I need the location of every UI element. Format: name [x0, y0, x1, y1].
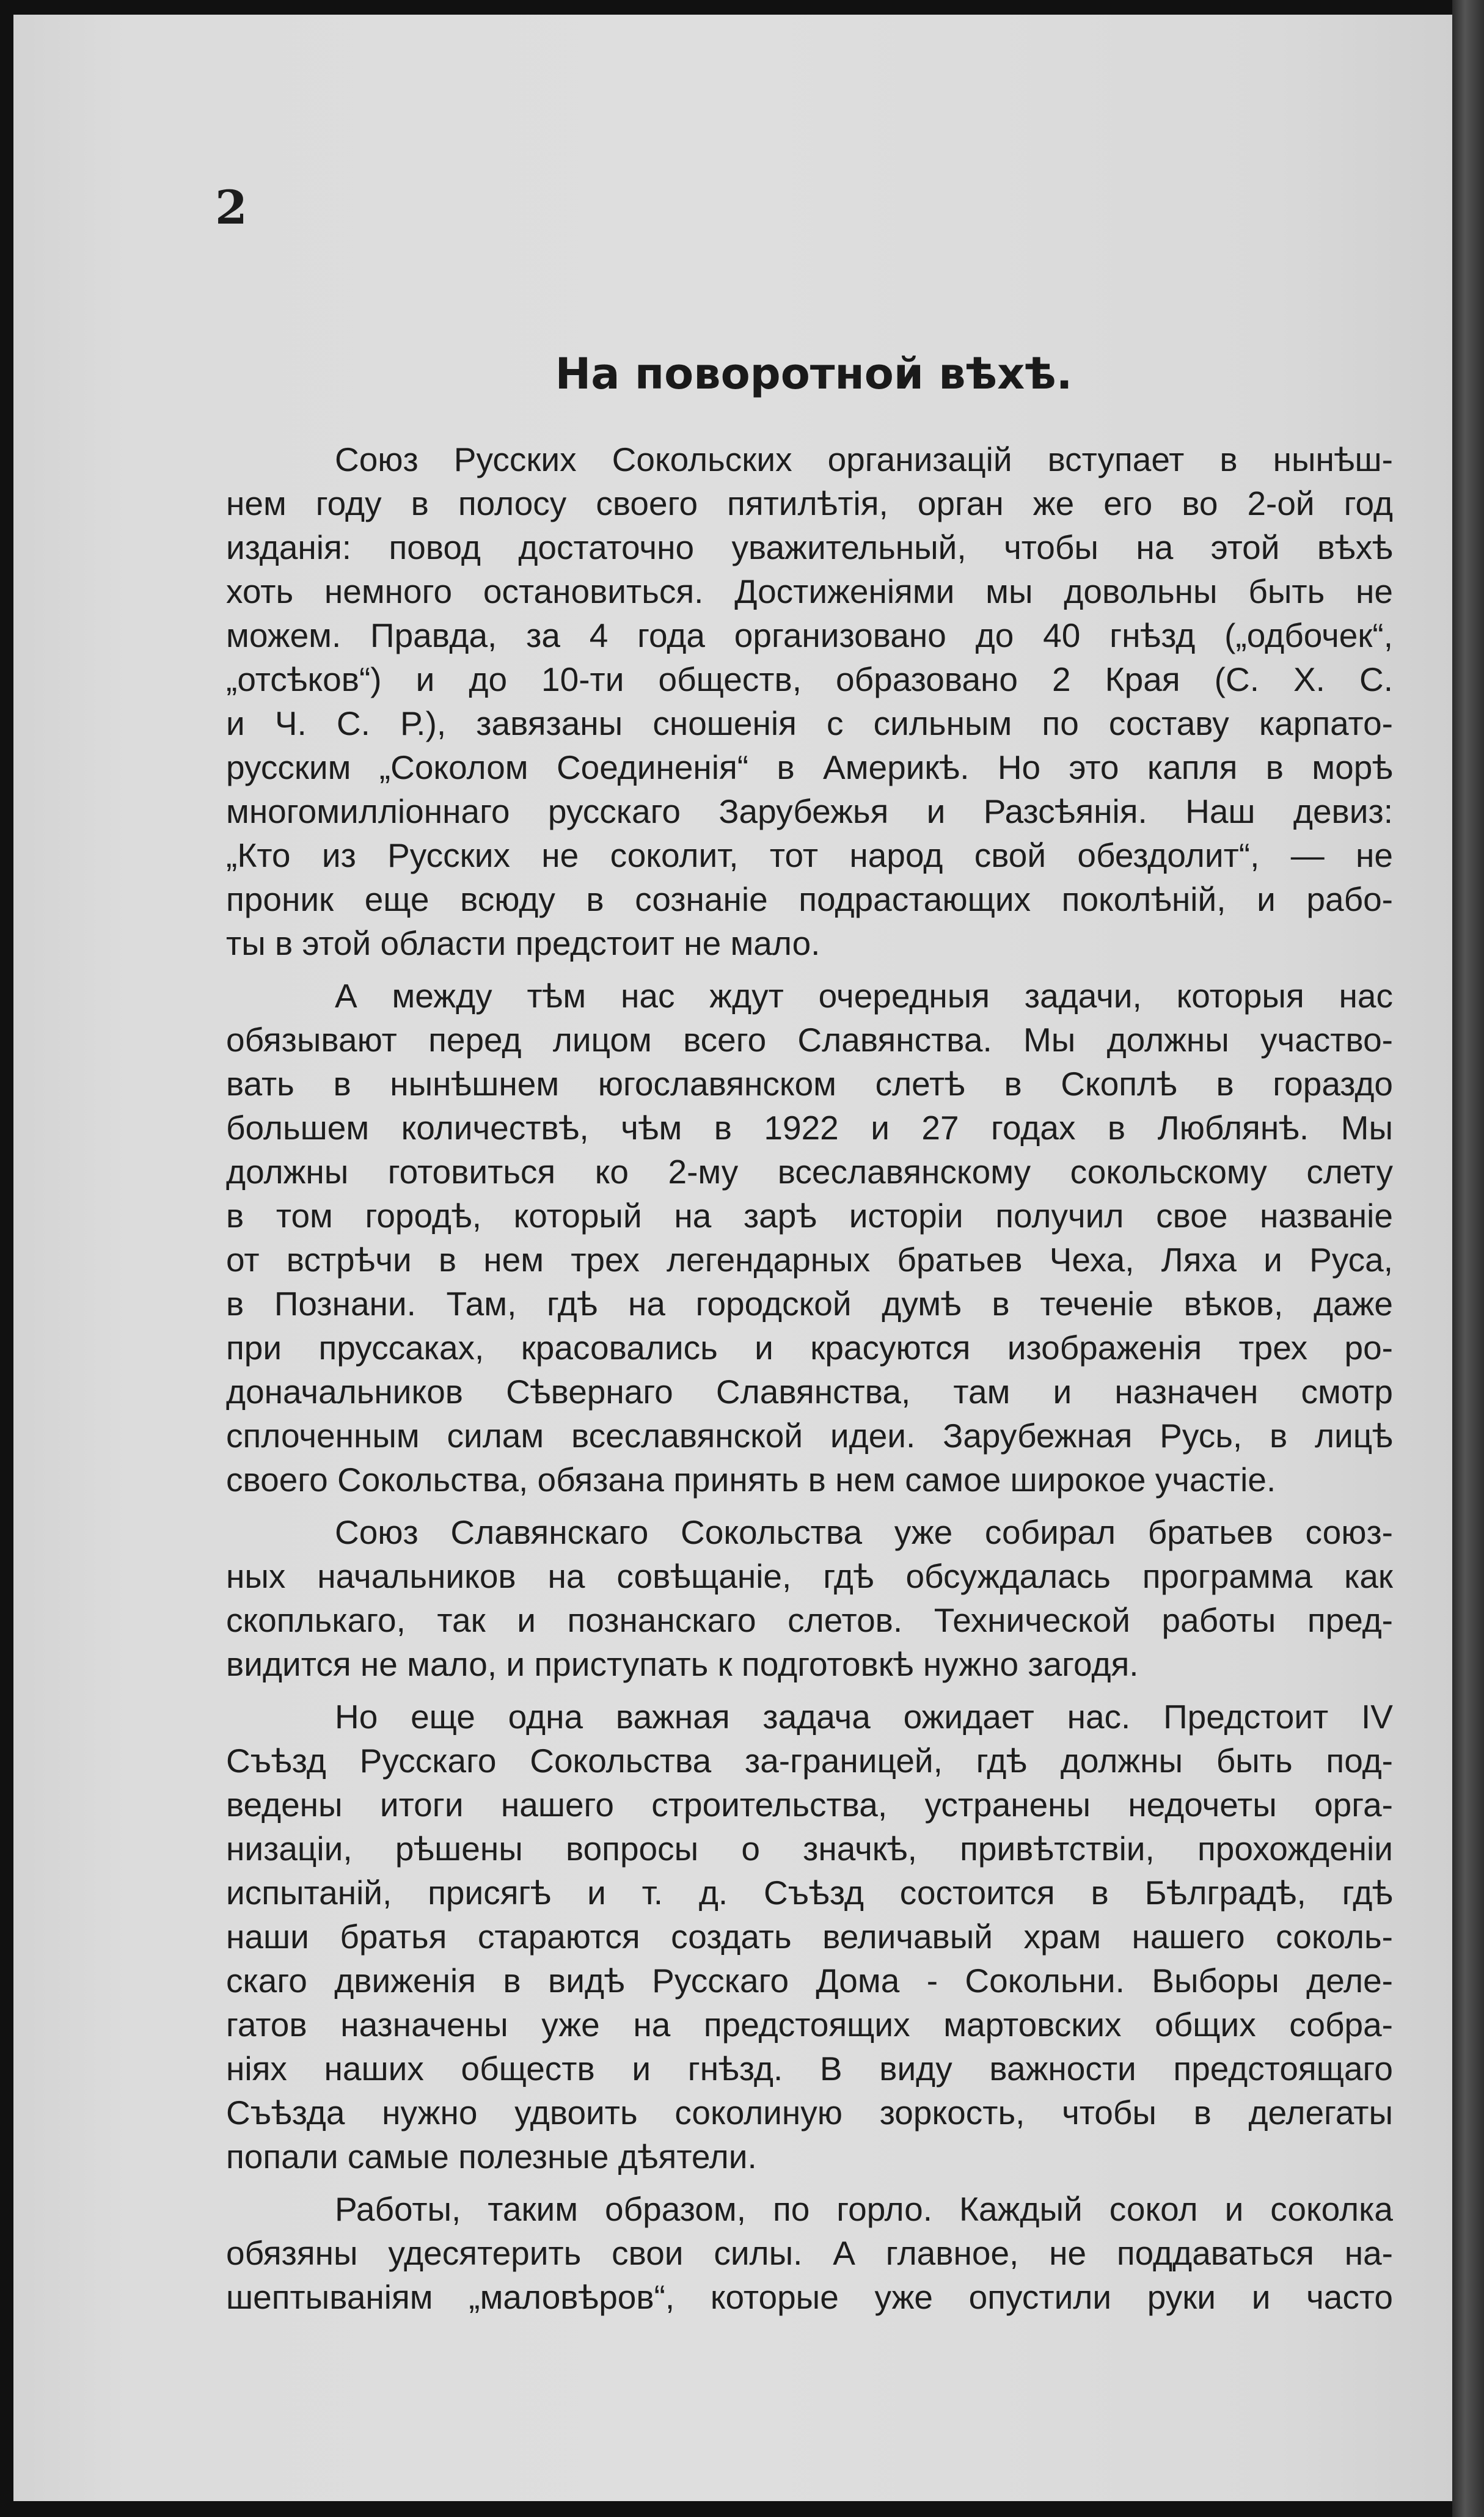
text-line: Работы, таким образом, по горло. Каждый сокол и соколка	[335, 2190, 1393, 2228]
text-line: скаго движенія в видѣ Русскаго Дома - Сокольни. Выборы деле-	[226, 1962, 1393, 2000]
text-line: ных начальников на совѣщаніе, гдѣ обсуждалась программа как	[226, 1557, 1393, 1595]
text-line: русским „Соколом Соединенія“ в Америкѣ. Но это капля в морѣ	[226, 748, 1393, 786]
text-line: доначальников Сѣвернаго Славянства, там и назначен смотр	[226, 1373, 1393, 1411]
text-line: скоплькаго, так и познанскаго слетов. Технической работы пред-	[226, 1601, 1393, 1639]
text-line: видится не мало, и приступать к подготовкѣ нужно загодя.	[226, 1645, 1139, 1683]
text-line: наши братья стараются создать величавый храм нашего соколь-	[226, 1918, 1393, 1956]
text-line: нем году в полосу своего пятилѣтія, орган же его во 2-ой год	[226, 484, 1393, 522]
paragraph	[226, 974, 1393, 1502]
text-line: Но еще одна важная задача ожидает нас. Предстоит IV	[335, 1698, 1393, 1736]
text-line: Съѣзда нужно удвоить соколиную зоркость, чтобы в делегаты	[226, 2094, 1393, 2132]
text-line: своего Сокольства, обязана принять в нем самое широкое участіе.	[226, 1461, 1276, 1499]
text-line: при пруссаках, красовались и красуются изображенія трех ро-	[226, 1329, 1393, 1367]
text-line: вать в нынѣшнем югославянском слетѣ в Скоплѣ в гораздо	[226, 1065, 1393, 1103]
text-line: хоть немного остановиться. Достиженіями мы довольны быть не	[226, 572, 1393, 610]
text-line: попали самые полезные дѣятели.	[226, 2138, 757, 2175]
text-line: „Кто из Русских не соколит, тот народ свой обездолит“, — не	[226, 836, 1393, 874]
text-line: низаціи, рѣшены вопросы о значкѣ, привѣтствіи, прохожденіи	[226, 1830, 1393, 1868]
text-line: „отсѣков“) и до 10-ти обществ, образовано 2 Края (С. Х. С.	[226, 660, 1393, 698]
text-line: можем. Правда, за 4 года организовано до 40 гнѣзд („одбочек“,	[226, 616, 1393, 654]
text-line: сплоченным силам всеславянской идеи. Зарубежная Русь, в лицѣ	[226, 1417, 1393, 1455]
text-line: ведены итоги нашего строительства, устранены недочеты орга-	[226, 1786, 1393, 1824]
text-line: ты в этой области предстоит не мало.	[226, 924, 821, 962]
text-line: и Ч. С. Р.), завязаны сношенія с сильным по составу карпато-	[226, 704, 1393, 742]
book-spine-edge	[1452, 0, 1484, 2517]
text-line: испытаній, присягѣ и т. д. Съѣзд состоится в Бѣлградѣ, гдѣ	[226, 1874, 1393, 1912]
text-line: большем количествѣ, чѣм в 1922 и 27 годах в Люблянѣ. Мы	[226, 1109, 1393, 1147]
paragraph	[226, 2187, 1393, 2319]
text-line: обязяны удесятерить свои силы. А главное, не поддаваться на-	[226, 2234, 1393, 2272]
paragraph	[226, 1510, 1393, 1686]
paragraph	[226, 437, 1393, 965]
article-title: На поворотной вѣхѣ.	[555, 349, 1073, 399]
text-line: многомилліоннаго русскаго Зарубежья и Разсѣянія. Наш девиз:	[226, 792, 1393, 830]
book-page	[13, 15, 1452, 2501]
text-line: гатов назначены уже на предстоящих мартовских общих собра-	[226, 2006, 1393, 2044]
text-line: А между тѣм нас ждут очередныя задачи, которыя нас	[335, 977, 1393, 1015]
text-line: в Познани. Там, гдѣ на городской думѣ в теченіе вѣков, даже	[226, 1285, 1393, 1323]
paragraph	[226, 1695, 1393, 2179]
text-line: ніях наших обществ и гнѣзд. В виду важности предстоящаго	[226, 2050, 1393, 2088]
text-line: от встрѣчи в нем трех легендарных братьев Чеха, Ляха и Руса,	[226, 1241, 1393, 1279]
text-line: проник еще всюду в сознаніе подрастающих поколѣній, и рабо-	[226, 880, 1393, 918]
text-line: в том городѣ, который на зарѣ исторіи получил свое названіе	[226, 1197, 1393, 1235]
text-line: Съѣзд Русскаго Сокольства за-границей, гдѣ должны быть под-	[226, 1742, 1393, 1780]
text-line: шептываніям „маловѣров“, которые уже опустили руки и часто	[226, 2278, 1393, 2316]
text-line: Союз Русских Сокольских организацій вступает в нынѣш-	[335, 440, 1393, 478]
text-line: изданія: повод достаточно уважительный, чтобы на этой вѣхѣ	[226, 528, 1393, 566]
text-line: Союз Славянскаго Сокольства уже собирал братьев союз-	[335, 1513, 1393, 1551]
page-number: 2	[215, 180, 247, 235]
text-line: должны готовиться ко 2-му всеславянскому сокольскому слету	[226, 1153, 1393, 1191]
article-body	[226, 437, 1393, 2328]
text-line: обязывают перед лицом всего Славянства. Мы должны участво-	[226, 1021, 1393, 1059]
